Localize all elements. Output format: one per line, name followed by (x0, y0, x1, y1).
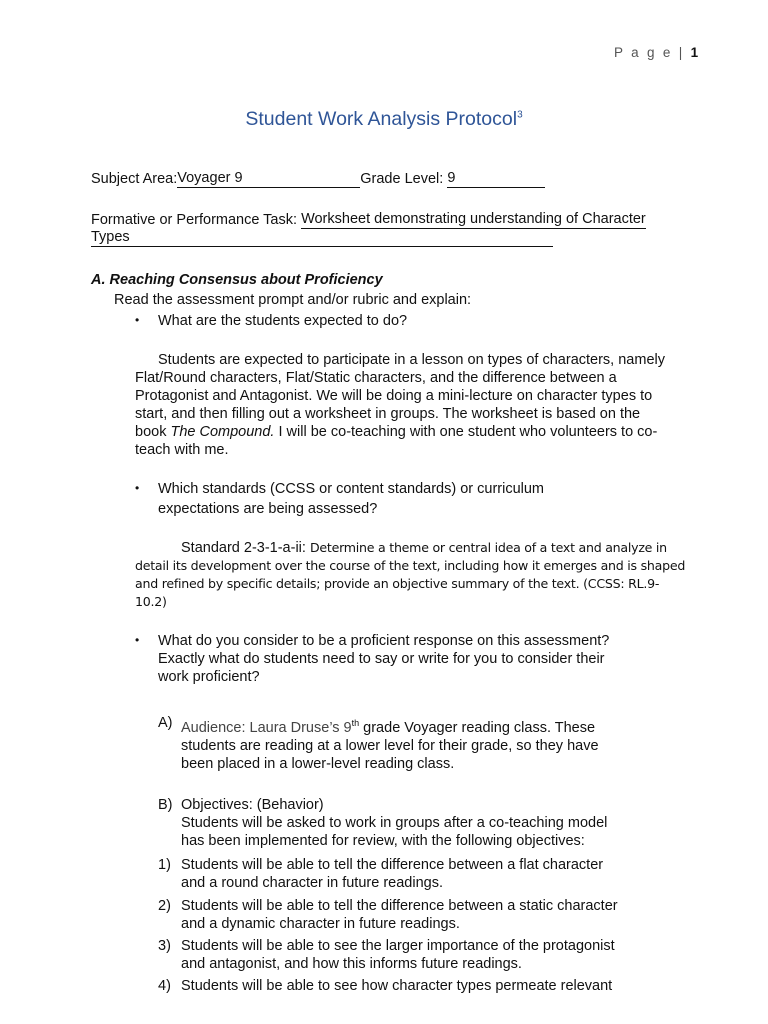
task-row-2 (91, 229, 553, 247)
book-title: The Compound. (170, 424, 275, 440)
ordinal-suffix: th (351, 718, 360, 728)
subject-grade-row (91, 170, 545, 188)
objective-line: and antagonist, and how this informs future readings. (181, 956, 522, 972)
answer-1-line: start, and then filling out a worksheet in groups. The worksheet is based on the (135, 406, 641, 422)
bullet-icon: • (135, 633, 140, 647)
objective-line: Students will be able to see how character types permeate relevant (181, 978, 613, 994)
subject-value: Voyager 9 (177, 170, 360, 188)
document-title (0, 108, 768, 131)
standard-line: detail its development over the course of the text, including how it emerges and is shaped (135, 558, 686, 573)
item-a-rest: grade Voyager reading class. These (359, 719, 596, 736)
question-1: What are the students expected to do? (158, 313, 408, 329)
item-a-line1 (181, 714, 599, 737)
answer-1-book-suffix: I will be co-teaching with one student who volunteers to co- (274, 424, 658, 440)
task-value-line2: Types (91, 229, 553, 247)
answer-1 (135, 351, 695, 459)
item-b-marker: B) (158, 797, 173, 813)
item-a-line2: students are reading at a lower level for their grade, so they have (181, 737, 599, 754)
answer-1-line: Flat/Round characters, Flat/Static characters, and the difference between a (135, 370, 617, 386)
item-a (181, 714, 599, 773)
subject-label: Subject Area: (91, 171, 178, 187)
bullet-icon: • (135, 481, 140, 495)
objective-line: and a dynamic character in future readings. (181, 916, 460, 932)
section-a-intro: Read the assessment prompt and/or rubric and explain: (114, 292, 472, 308)
objective-item (181, 937, 615, 973)
grade-value: 9 (447, 170, 545, 188)
answer-1-line: Students are expected to participate in a lesson on types of characters, namely (158, 352, 665, 368)
task-label: Formative or Performance Task: (91, 212, 298, 228)
standard-line: and refined by specific details; provide an objective summary of the text. (CCSS: RL.9- (135, 576, 660, 591)
item-b-line1: Objectives: (Behavior) (181, 797, 324, 813)
objective-line: Students will be able to see the larger importance of the protagonist (181, 938, 615, 954)
standard-label: Standard 2-3-1-a-ii: (181, 540, 310, 556)
section-a-heading: A. Reaching Consensus about Proficiency (91, 272, 383, 288)
standard-line: 10.2) (135, 594, 167, 609)
objective-number: 1) (158, 857, 171, 873)
question-2-line1: Which standards (CCSS or content standards) or curriculum (158, 481, 545, 497)
title-text: Student Work Analysis Protocol (245, 108, 518, 130)
objective-number: 3) (158, 938, 171, 954)
item-b-line2: Students will be asked to work in groups after a co-teaching model (181, 815, 608, 831)
title-footnote: 3 (517, 109, 523, 121)
standard-text: Determine a theme or central idea of a text and analyze in (309, 540, 667, 555)
page-number: 1 (690, 45, 699, 60)
standard-line-1 (135, 539, 705, 557)
page-number-header (614, 45, 698, 60)
question-2-line2: expectations are being assessed? (158, 501, 378, 517)
question-3 (158, 632, 609, 686)
objective-item (181, 897, 618, 933)
item-a-line3: been placed in a lower-level reading class. (181, 755, 455, 772)
grade-label: Grade Level: (360, 171, 444, 187)
question-3-line3: work proficient? (158, 669, 260, 685)
objective-line: Students will be able to tell the difference between a static character (181, 898, 618, 914)
standard-block (135, 539, 705, 611)
page-label: P a g e | (614, 45, 685, 60)
answer-1-book-prefix: book (135, 424, 171, 440)
objective-item (181, 977, 612, 995)
objective-number: 4) (158, 978, 171, 994)
objective-item (181, 856, 603, 892)
answer-1-line: teach with me. (135, 442, 229, 458)
task-value-line1: Worksheet demonstrating understanding of Character (301, 211, 646, 227)
objective-line: Students will be able to tell the difference between a flat character (181, 857, 604, 873)
objective-number: 2) (158, 898, 171, 914)
objective-line: and a round character in future readings. (181, 875, 443, 891)
bullet-icon: • (135, 313, 140, 327)
task-row (91, 211, 646, 229)
answer-1-line-5 (135, 423, 695, 441)
audience-label: Audience: Laura Druse’s 9 (181, 719, 352, 736)
answer-1-line: Protagonist and Antagonist. We will be doing a mini-lecture on character types to (135, 388, 653, 404)
question-2 (158, 480, 544, 518)
question-3-line2: Exactly what do students need to say or write for you to consider their (158, 651, 605, 667)
item-b-line3: has been implemented for review, with the following objectives: (181, 833, 585, 849)
item-a-marker: A) (158, 715, 173, 731)
question-3-line1: What do you consider to be a proficient response on this assessment? (158, 633, 610, 649)
item-b (181, 796, 607, 850)
